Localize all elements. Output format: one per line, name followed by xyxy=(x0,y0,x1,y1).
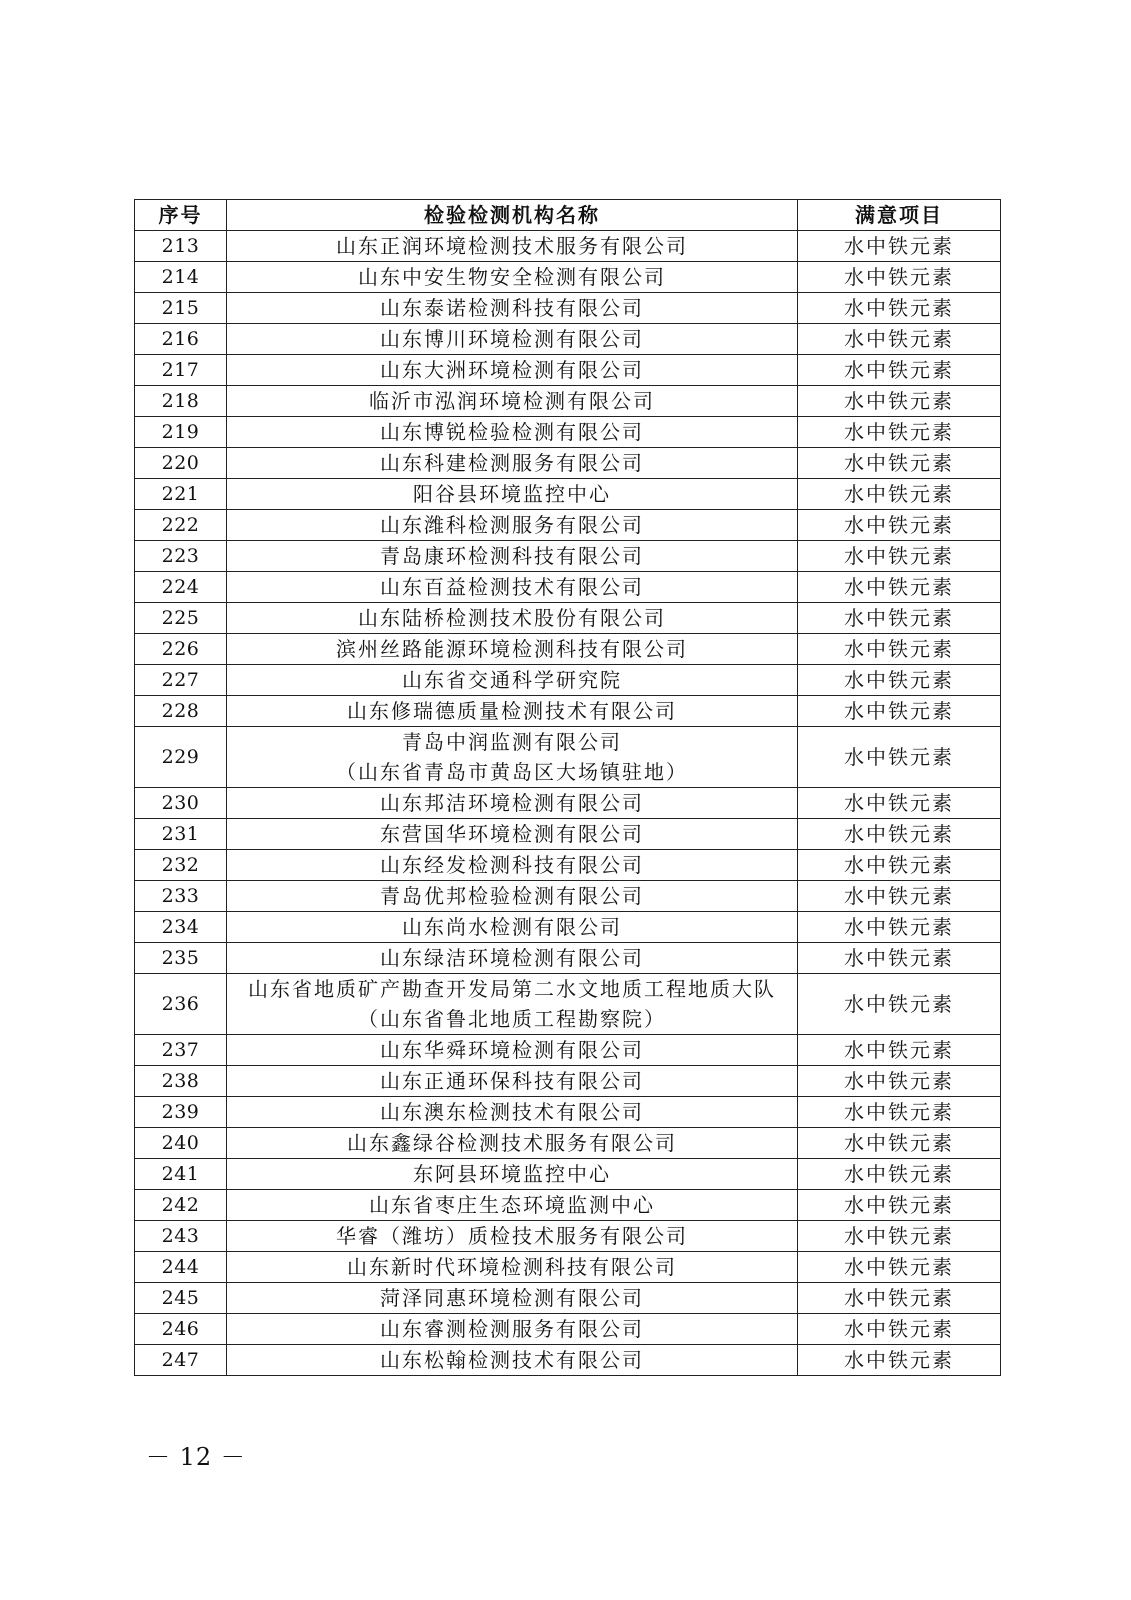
table-row xyxy=(135,1345,1001,1376)
institution-name-cell xyxy=(227,1159,798,1190)
institution-name-line: 山东科建检测服务有限公司 xyxy=(380,451,644,475)
serial-number-cell: 235 xyxy=(135,943,227,974)
table-row xyxy=(135,448,1001,479)
table-row xyxy=(135,1035,1001,1066)
serial-number-cell: 226 xyxy=(135,634,227,665)
page-number: － 12 － xyxy=(146,1443,246,1471)
satisfactory-item-cell: 水中铁元素 xyxy=(798,572,1001,603)
institution-name-cell xyxy=(227,1128,798,1159)
serial-number-cell: 217 xyxy=(135,355,227,386)
satisfactory-item-cell: 水中铁元素 xyxy=(798,1314,1001,1345)
institution-name-line: 山东省枣庄生态环境监测中心 xyxy=(369,1193,655,1217)
table-row xyxy=(135,974,1001,1035)
serial-number-cell: 225 xyxy=(135,603,227,634)
satisfactory-item-cell: 水中铁元素 xyxy=(798,355,1001,386)
serial-number-cell: 236 xyxy=(135,974,227,1035)
institution-name-cell xyxy=(227,974,798,1035)
table-row xyxy=(135,510,1001,541)
institution-name-cell xyxy=(227,355,798,386)
satisfactory-item-cell: 水中铁元素 xyxy=(798,417,1001,448)
satisfactory-item-cell: 水中铁元素 xyxy=(798,788,1001,819)
table-row xyxy=(135,541,1001,572)
satisfactory-item-cell: 水中铁元素 xyxy=(798,603,1001,634)
institution-name-cell xyxy=(227,293,798,324)
institution-name-cell xyxy=(227,417,798,448)
satisfactory-item-cell: 水中铁元素 xyxy=(798,1190,1001,1221)
satisfactory-item-cell: 水中铁元素 xyxy=(798,1221,1001,1252)
institution-name-line: （山东省青岛市黄岛区大场镇驻地） xyxy=(336,760,688,784)
table-row xyxy=(135,1066,1001,1097)
institution-name-cell xyxy=(227,850,798,881)
serial-number-cell: 245 xyxy=(135,1283,227,1314)
table-row xyxy=(135,1283,1001,1314)
satisfactory-item-cell: 水中铁元素 xyxy=(798,293,1001,324)
institution-name-line: 青岛优邦检验检测有限公司 xyxy=(380,884,644,908)
table-row xyxy=(135,912,1001,943)
table-header-row xyxy=(135,200,1001,231)
institution-name-cell xyxy=(227,479,798,510)
institution-name-line: 山东正润环境检测技术服务有限公司 xyxy=(336,234,688,258)
satisfactory-item-cell: 水中铁元素 xyxy=(798,386,1001,417)
institution-name-line: 山东修瑞德质量检测技术有限公司 xyxy=(347,699,677,723)
table-row xyxy=(135,634,1001,665)
table-row xyxy=(135,1128,1001,1159)
serial-number-cell: 227 xyxy=(135,665,227,696)
header-satisfactory-item: 满意项目 xyxy=(798,200,1001,231)
serial-number-cell: 222 xyxy=(135,510,227,541)
institution-name-line: 山东澳东检测技术有限公司 xyxy=(380,1100,644,1124)
table-row xyxy=(135,603,1001,634)
table-row xyxy=(135,819,1001,850)
serial-number-cell: 221 xyxy=(135,479,227,510)
institution-name-line: 山东博锐检验检测有限公司 xyxy=(380,420,644,444)
satisfactory-item-cell: 水中铁元素 xyxy=(798,1066,1001,1097)
table-row xyxy=(135,1097,1001,1128)
satisfactory-item-cell: 水中铁元素 xyxy=(798,819,1001,850)
table-body xyxy=(135,231,1001,1376)
institution-name-cell xyxy=(227,819,798,850)
institution-name-line: 山东中安生物安全检测有限公司 xyxy=(358,265,666,289)
table-row xyxy=(135,324,1001,355)
table-row xyxy=(135,231,1001,262)
institution-name-cell xyxy=(227,912,798,943)
institution-name-line: 滨州丝路能源环境检测科技有限公司 xyxy=(336,637,688,661)
serial-number-cell: 215 xyxy=(135,293,227,324)
satisfactory-item-cell: 水中铁元素 xyxy=(798,448,1001,479)
serial-number-cell: 223 xyxy=(135,541,227,572)
institution-name-cell xyxy=(227,1345,798,1376)
serial-number-cell: 242 xyxy=(135,1190,227,1221)
institution-name-cell xyxy=(227,1252,798,1283)
institution-name-cell xyxy=(227,665,798,696)
institution-name-cell xyxy=(227,1283,798,1314)
institution-name-line: 山东新时代环境检测科技有限公司 xyxy=(347,1255,677,1279)
serial-number-cell: 231 xyxy=(135,819,227,850)
satisfactory-item-cell: 水中铁元素 xyxy=(798,479,1001,510)
table-row xyxy=(135,355,1001,386)
satisfactory-item-cell: 水中铁元素 xyxy=(798,696,1001,727)
satisfactory-item-cell: 水中铁元素 xyxy=(798,1097,1001,1128)
satisfactory-item-cell: 水中铁元素 xyxy=(798,665,1001,696)
satisfactory-item-cell: 水中铁元素 xyxy=(798,541,1001,572)
table-row xyxy=(135,943,1001,974)
header-institution-name: 检验检测机构名称 xyxy=(227,200,798,231)
table-row xyxy=(135,1190,1001,1221)
satisfactory-item-cell: 水中铁元素 xyxy=(798,1035,1001,1066)
satisfactory-item-cell: 水中铁元素 xyxy=(798,634,1001,665)
institution-name-cell xyxy=(227,603,798,634)
institution-name-cell xyxy=(227,881,798,912)
serial-number-cell: 238 xyxy=(135,1066,227,1097)
institution-name-line: 青岛中润监测有限公司 xyxy=(402,730,622,754)
serial-number-cell: 219 xyxy=(135,417,227,448)
table-row xyxy=(135,417,1001,448)
institution-name-line: 山东经发检测科技有限公司 xyxy=(380,853,644,877)
institution-name-cell xyxy=(227,448,798,479)
institution-name-line: 菏泽同惠环境检测有限公司 xyxy=(380,1286,644,1310)
institution-name-line: 山东松翰检测技术有限公司 xyxy=(380,1348,644,1372)
table-row xyxy=(135,881,1001,912)
institution-name-cell xyxy=(227,1190,798,1221)
satisfactory-item-cell: 水中铁元素 xyxy=(798,1252,1001,1283)
serial-number-cell: 243 xyxy=(135,1221,227,1252)
institution-name-cell xyxy=(227,943,798,974)
results-table xyxy=(134,199,1001,1376)
institution-name-line: （山东省鲁北地质工程勘察院） xyxy=(358,1007,666,1031)
serial-number-cell: 220 xyxy=(135,448,227,479)
table-row xyxy=(135,696,1001,727)
satisfactory-item-cell: 水中铁元素 xyxy=(798,727,1001,788)
institution-name-line: 阳谷县环境监控中心 xyxy=(413,482,611,506)
serial-number-cell: 247 xyxy=(135,1345,227,1376)
header-serial-number: 序号 xyxy=(135,200,227,231)
table-row xyxy=(135,293,1001,324)
serial-number-cell: 228 xyxy=(135,696,227,727)
table-row xyxy=(135,727,1001,788)
institution-name-cell xyxy=(227,262,798,293)
serial-number-cell: 218 xyxy=(135,386,227,417)
serial-number-cell: 241 xyxy=(135,1159,227,1190)
serial-number-cell: 239 xyxy=(135,1097,227,1128)
table-row xyxy=(135,1314,1001,1345)
table-row xyxy=(135,572,1001,603)
table-row xyxy=(135,1252,1001,1283)
institution-name-cell xyxy=(227,696,798,727)
satisfactory-item-cell: 水中铁元素 xyxy=(798,1283,1001,1314)
table-row xyxy=(135,850,1001,881)
institution-name-line: 山东尚水检测有限公司 xyxy=(402,915,622,939)
institution-name-cell xyxy=(227,634,798,665)
satisfactory-item-cell: 水中铁元素 xyxy=(798,1128,1001,1159)
serial-number-cell: 216 xyxy=(135,324,227,355)
serial-number-cell: 213 xyxy=(135,231,227,262)
institution-name-line: 东阿县环境监控中心 xyxy=(413,1162,611,1186)
institution-name-cell xyxy=(227,727,798,788)
institution-name-line: 山东百益检测技术有限公司 xyxy=(380,575,644,599)
institution-name-cell xyxy=(227,231,798,262)
table-row xyxy=(135,262,1001,293)
satisfactory-item-cell: 水中铁元素 xyxy=(798,912,1001,943)
institution-name-line: 山东省交通科学研究院 xyxy=(402,668,622,692)
satisfactory-item-cell: 水中铁元素 xyxy=(798,974,1001,1035)
table-row xyxy=(135,788,1001,819)
institution-name-line: 山东陆桥检测技术股份有限公司 xyxy=(358,606,666,630)
institution-name-line: 山东邦洁环境检测有限公司 xyxy=(380,791,644,815)
satisfactory-item-cell: 水中铁元素 xyxy=(798,881,1001,912)
institution-name-line: 山东泰诺检测科技有限公司 xyxy=(380,296,644,320)
serial-number-cell: 224 xyxy=(135,572,227,603)
institution-name-line: 山东博川环境检测有限公司 xyxy=(380,327,644,351)
institution-name-line: 东营国华环境检测有限公司 xyxy=(380,822,644,846)
institution-name-line: 青岛康环检测科技有限公司 xyxy=(380,544,644,568)
serial-number-cell: 214 xyxy=(135,262,227,293)
satisfactory-item-cell: 水中铁元素 xyxy=(798,1345,1001,1376)
satisfactory-item-cell: 水中铁元素 xyxy=(798,262,1001,293)
serial-number-cell: 232 xyxy=(135,850,227,881)
institution-name-line: 山东鑫绿谷检测技术服务有限公司 xyxy=(347,1131,677,1155)
institution-name-line: 山东省地质矿产勘查开发局第二水文地质工程地质大队 xyxy=(248,977,776,1001)
institution-name-line: 临沂市泓润环境检测有限公司 xyxy=(369,389,655,413)
institution-name-cell xyxy=(227,1314,798,1345)
institution-name-cell xyxy=(227,1066,798,1097)
institution-name-cell xyxy=(227,510,798,541)
institution-name-cell xyxy=(227,1035,798,1066)
serial-number-cell: 237 xyxy=(135,1035,227,1066)
serial-number-cell: 246 xyxy=(135,1314,227,1345)
institution-name-cell xyxy=(227,572,798,603)
institution-name-cell xyxy=(227,386,798,417)
institution-name-cell xyxy=(227,1221,798,1252)
institution-name-line: 山东绿洁环境检测有限公司 xyxy=(380,946,644,970)
institution-name-line: 山东华舜环境检测有限公司 xyxy=(380,1038,644,1062)
institution-name-line: 山东正通环保科技有限公司 xyxy=(380,1069,644,1093)
institution-name-line: 山东大洲环境检测有限公司 xyxy=(380,358,644,382)
table-row xyxy=(135,665,1001,696)
serial-number-cell: 230 xyxy=(135,788,227,819)
satisfactory-item-cell: 水中铁元素 xyxy=(798,510,1001,541)
satisfactory-item-cell: 水中铁元素 xyxy=(798,324,1001,355)
serial-number-cell: 234 xyxy=(135,912,227,943)
satisfactory-item-cell: 水中铁元素 xyxy=(798,850,1001,881)
satisfactory-item-cell: 水中铁元素 xyxy=(798,231,1001,262)
table-row xyxy=(135,479,1001,510)
table-row xyxy=(135,1221,1001,1252)
satisfactory-item-cell: 水中铁元素 xyxy=(798,1159,1001,1190)
institution-name-line: 山东潍科检测服务有限公司 xyxy=(380,513,644,537)
serial-number-cell: 240 xyxy=(135,1128,227,1159)
serial-number-cell: 229 xyxy=(135,727,227,788)
institution-name-cell xyxy=(227,541,798,572)
table-row xyxy=(135,1159,1001,1190)
institution-name-cell xyxy=(227,1097,798,1128)
institution-name-cell xyxy=(227,788,798,819)
satisfactory-item-cell: 水中铁元素 xyxy=(798,943,1001,974)
table-row xyxy=(135,386,1001,417)
serial-number-cell: 244 xyxy=(135,1252,227,1283)
institution-name-line: 华睿（潍坊）质检技术服务有限公司 xyxy=(336,1224,688,1248)
serial-number-cell: 233 xyxy=(135,881,227,912)
institution-name-cell xyxy=(227,324,798,355)
institution-name-line: 山东睿测检测服务有限公司 xyxy=(380,1317,644,1341)
